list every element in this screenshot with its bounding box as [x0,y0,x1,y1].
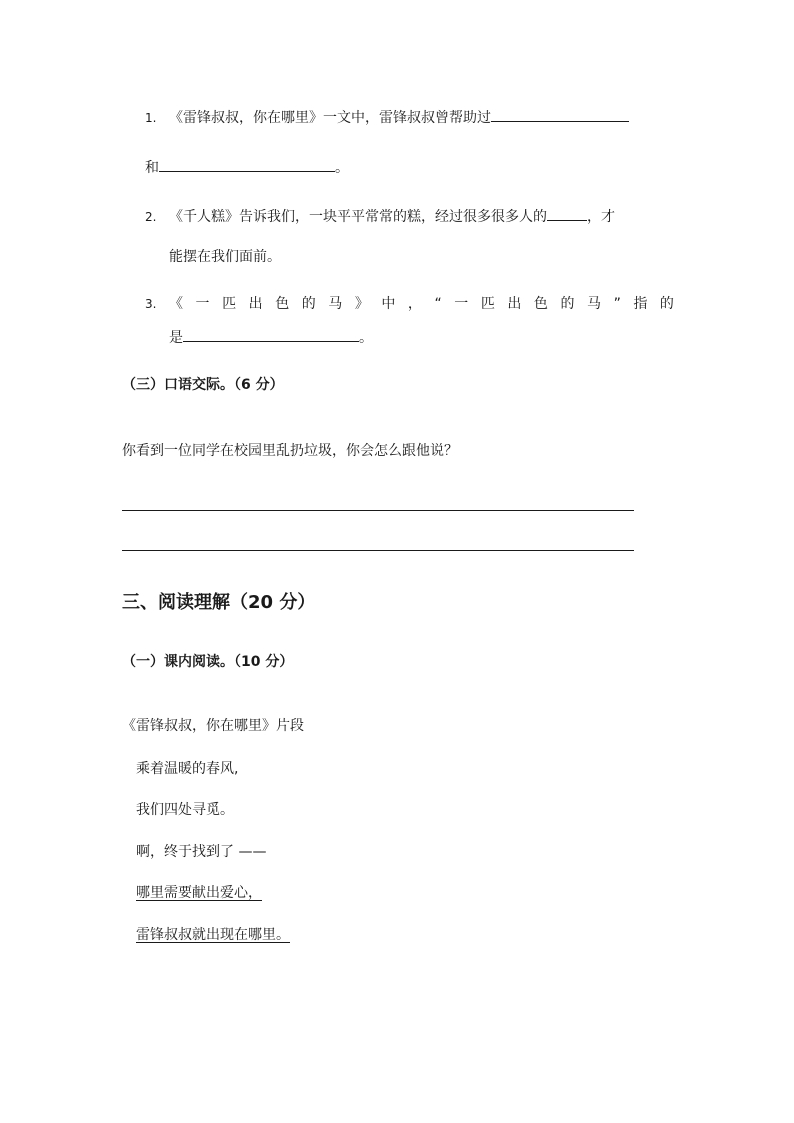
question-3-number: 3. [145,297,157,311]
answer-blank[interactable] [491,107,629,122]
question-2-number: 2. [145,210,157,224]
question-2 [145,206,615,227]
passage-underlined-line: 雷锋叔叔就出现在哪里。 [136,927,290,943]
question-2-text: 《千人糕》告诉我们，一块平平常常的糕，经过很多很多人的 [169,209,547,225]
answer-blank[interactable] [183,327,359,342]
question-3-char: 》 [354,296,369,312]
question-1-end: 。 [335,160,349,176]
question-2-end: ，才 [587,209,615,225]
section-reading-title: （一）课内阅读。（10 分） [122,654,294,670]
question-1-cont-text: 和 [145,160,159,176]
question-3-end: 。 [359,330,373,346]
question-3-cont-text: 是 [169,330,183,346]
question-3-char: 马 [328,296,343,312]
answer-blank[interactable] [547,206,587,221]
question-1-continuation [145,157,349,178]
passage-line: 啊，终于找到了 —— [136,844,267,860]
question-3-text [169,294,674,314]
question-3-char: 指 [633,296,648,312]
question-3-char: 出 [507,296,522,312]
question-3 [145,294,674,314]
question-3-char: “ [434,296,442,312]
oral-question: 你看到一位同学在校园里乱扔垃圾，你会怎么跟他说？ [122,443,458,459]
question-3-char: 的 [659,296,674,312]
answer-line[interactable] [122,510,634,511]
question-3-char: 一 [195,296,210,312]
passage-underlined-line: 哪里需要献出爱心， [136,885,262,901]
question-3-char: 色 [275,296,290,312]
question-3-char: 中 [381,296,396,312]
question-3-char: 色 [533,296,548,312]
question-1-number: 1. [145,111,157,125]
question-2-continuation: 能摆在我们面前。 [169,249,281,265]
question-1-text: 《雷锋叔叔，你在哪里》一文中，雷锋叔叔曾帮助过 [169,110,491,126]
question-3-char: 匹 [480,296,495,312]
question-3-continuation [169,327,373,348]
question-3-char: 的 [301,296,316,312]
passage-line: 我们四处寻觅。 [136,802,234,818]
passage-title: 《雷锋叔叔，你在哪里》片段 [122,718,304,734]
question-1 [145,107,629,128]
answer-blank[interactable] [159,157,335,172]
question-3-char: 马 [587,296,602,312]
question-3-char: 一 [454,296,469,312]
question-3-char: 的 [560,296,575,312]
question-3-char: 《 [169,296,183,312]
section-oral-title: （三）口语交际。（6 分） [122,377,284,393]
question-3-char: 出 [248,296,263,312]
question-3-char: 匹 [222,296,237,312]
answer-line[interactable] [122,550,634,551]
passage-line: 乘着温暖的春风, [136,761,239,777]
part-3-heading: 三、阅读理解（20 分） [122,592,316,613]
question-3-char: ” [613,296,621,312]
question-3-char: ， [407,296,422,312]
